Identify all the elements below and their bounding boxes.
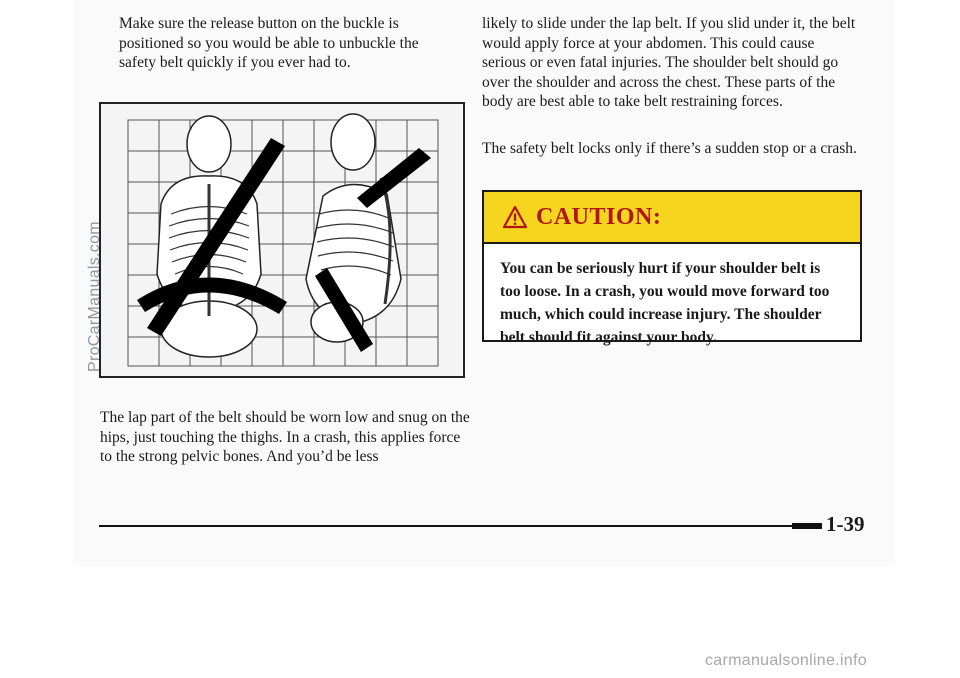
warning-triangle-icon [502,205,528,229]
paragraph-shoulder-belt: likely to slide under the lap belt. If you slid under it, the belt would apply force at your abdomen. This could cause serious or even fatal injuries. The shoulder belt should go over the shoulder and across the chest. These parts of the body are best able to take belt restraining forces. [482,15,856,110]
paragraph-buckle-release: Make sure the release button on the buckle is positioned so you would be able to unbuckle the safety belt quickly if you ever had to. [119,15,419,71]
footer-rule-accent [792,523,822,529]
skeleton-seatbelt-illustration [99,102,465,378]
paragraph-lap-belt: The lap part of the belt should be worn low and snug on the hips, just touching the thighs. In a crash, this applies force to the strong pelvic bones. And you’d be less [100,409,470,465]
illustration-svg [101,104,463,376]
site-footer-link[interactable]: carmanualsonline.info [705,652,867,669]
caution-box [482,190,862,346]
caution-text: You can be seriously hurt if your shoulder belt is too loose. In a crash, you would move forward too much, which could increase injury. The shoulder belt should fit against your body. [500,260,830,346]
footer-rule [99,525,819,527]
caution-header [484,192,860,244]
side-skeleton [306,114,401,342]
caution-title: CAUTION: [536,203,662,230]
paragraph-belt-locks: The safety belt locks only if there’s a sudden stop or a crash. [482,140,857,157]
page-number: 1-39 [826,512,865,536]
watermark: ProCarManuals.com [86,221,103,372]
